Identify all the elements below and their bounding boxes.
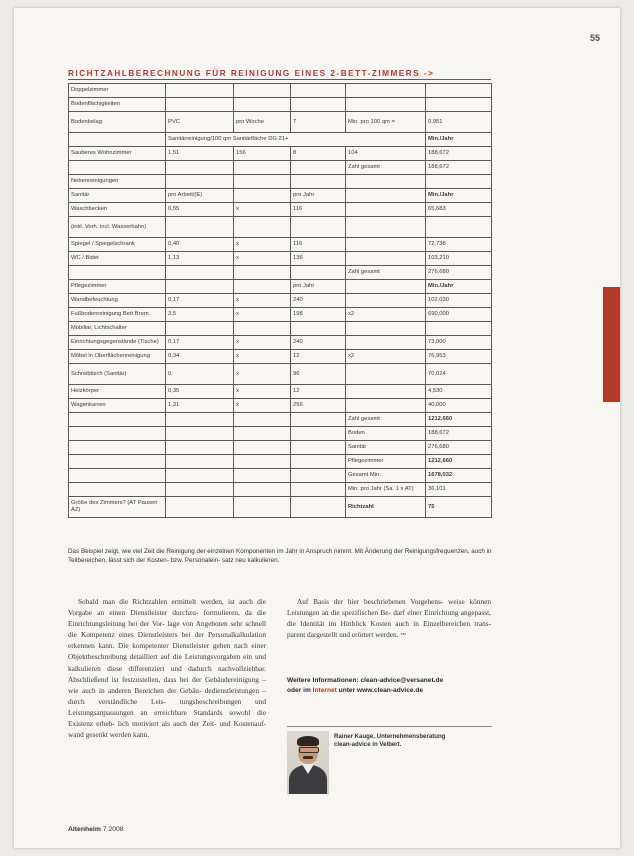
table-cell: 4,530 xyxy=(426,385,492,399)
table-cell: 188,672 xyxy=(426,427,492,441)
table-cell xyxy=(426,175,492,189)
table-cell: 116 xyxy=(291,238,346,252)
table-cell xyxy=(69,413,166,427)
table-cell: x xyxy=(234,336,291,350)
table-cell: Wagenkarren xyxy=(69,399,166,413)
heading-rule xyxy=(68,79,491,80)
table-row xyxy=(69,161,492,175)
table-cell xyxy=(166,84,234,98)
table-cell xyxy=(346,280,426,294)
table-cell xyxy=(346,175,426,189)
table-cell: 72,738 xyxy=(426,238,492,252)
table-row xyxy=(69,350,492,364)
table-cell xyxy=(291,266,346,280)
table-cell xyxy=(291,441,346,455)
table-cell xyxy=(234,455,291,469)
table-cell xyxy=(346,84,426,98)
table-row xyxy=(69,469,492,483)
table-cell: Einrichtungsgegenstände (Tische) xyxy=(69,336,166,350)
table-cell: 0,17 xyxy=(166,336,234,350)
table-cell: 0,40 xyxy=(166,238,234,252)
section-tab-marker xyxy=(603,287,620,402)
table-cell xyxy=(291,427,346,441)
table-cell: x xyxy=(234,252,291,266)
table-row xyxy=(69,203,492,217)
table-cell xyxy=(426,217,492,238)
table-cell: x2 xyxy=(346,308,426,322)
table-row xyxy=(69,364,492,385)
table-cell xyxy=(234,469,291,483)
table-cell xyxy=(234,483,291,497)
table-cell xyxy=(234,161,291,175)
table-cell: pro Jahr xyxy=(291,280,346,294)
table-cell xyxy=(234,217,291,238)
table-cell xyxy=(166,266,234,280)
table-cell: Sanitär xyxy=(346,441,426,455)
table-cell: 1212,660 xyxy=(426,455,492,469)
table-cell: 36,101 xyxy=(426,483,492,497)
table-cell xyxy=(166,497,234,518)
table-cell xyxy=(234,497,291,518)
table-cell: Schreibtisch (Sanitär) xyxy=(69,364,166,385)
table-row xyxy=(69,455,492,469)
table-row xyxy=(69,308,492,322)
calculation-table xyxy=(68,83,492,518)
table-row xyxy=(69,98,492,112)
table-cell xyxy=(166,98,234,112)
page-footer xyxy=(68,826,124,833)
table-cell: 240 xyxy=(291,336,346,350)
table-cell: 256 xyxy=(291,399,346,413)
table-cell xyxy=(234,175,291,189)
table-row xyxy=(69,112,492,133)
table-row xyxy=(69,147,492,161)
table-cell xyxy=(346,364,426,385)
author-credit xyxy=(334,733,494,750)
table-cell: 1,31 xyxy=(166,399,234,413)
contact-web-internet: Internet xyxy=(312,687,337,694)
table-cell xyxy=(234,322,291,336)
table-cell xyxy=(69,161,166,175)
table-cell: WC / Bidet xyxy=(69,252,166,266)
table-cell: 188,672 xyxy=(426,147,492,161)
table-cell: Min./Jahr xyxy=(426,280,492,294)
table-cell: Min./Jahr xyxy=(426,133,492,147)
table-cell: 136 xyxy=(291,252,346,266)
table-cell: 198 xyxy=(291,308,346,322)
table-cell: Boden xyxy=(346,427,426,441)
table-row xyxy=(69,133,492,147)
table-cell: 96 xyxy=(291,364,346,385)
table-cell xyxy=(426,322,492,336)
table-cell xyxy=(291,175,346,189)
table-cell: (inkl. Vorh. incl. Wasserhahn) xyxy=(69,217,166,238)
table-cell: 70,024 xyxy=(426,364,492,385)
table-cell: Min. pro Jahr (Sa. 1 x AT) xyxy=(346,483,426,497)
table-cell xyxy=(166,217,234,238)
table-row xyxy=(69,266,492,280)
table-cell: 0,951 xyxy=(426,112,492,133)
table-cell: Gesamt Min. xyxy=(346,469,426,483)
table-row xyxy=(69,252,492,266)
table-cell xyxy=(166,427,234,441)
table-cell: x xyxy=(234,308,291,322)
table-cell: 12 xyxy=(291,350,346,364)
table-cell: Sanitärreinigung/100 qm Sanitärfläche DG 21+ xyxy=(166,133,426,147)
table-cell: Fußbodenreinigung Bett Brem. xyxy=(69,308,166,322)
table-cell xyxy=(234,266,291,280)
table-row xyxy=(69,175,492,189)
table-cell: 8 xyxy=(291,147,346,161)
table-cell xyxy=(234,189,291,203)
table-cell xyxy=(166,483,234,497)
table-cell xyxy=(69,455,166,469)
table-cell: Möbel in Oberflächenreinigung xyxy=(69,350,166,364)
table-cell: x xyxy=(234,364,291,385)
table-cell: Doppelzimmer xyxy=(69,84,166,98)
table-cell: Sauberes Wohnzimmer xyxy=(69,147,166,161)
table-cell xyxy=(234,84,291,98)
table-cell xyxy=(346,336,426,350)
table-cell xyxy=(69,266,166,280)
table-cell xyxy=(234,441,291,455)
table-row xyxy=(69,385,492,399)
table-row xyxy=(69,497,492,518)
table-cell: 0,34 xyxy=(166,350,234,364)
table-cell: Zahl gesamt xyxy=(346,266,426,280)
table-cell xyxy=(69,469,166,483)
table-cell: 12 xyxy=(291,385,346,399)
author-org: clean-advice in Velbert. xyxy=(334,741,402,749)
table-row xyxy=(69,189,492,203)
table-cell xyxy=(166,161,234,175)
table-row xyxy=(69,427,492,441)
table-cell: Sanitär xyxy=(69,189,166,203)
table-cell: 1212,660 xyxy=(426,413,492,427)
table-cell: Heizkörper xyxy=(69,385,166,399)
table-cell: x xyxy=(234,399,291,413)
table-cell: 3,5 xyxy=(166,308,234,322)
table-cell: 102,030 xyxy=(426,294,492,308)
table-cell xyxy=(291,455,346,469)
table-cell xyxy=(346,238,426,252)
table-cell: 73,000 xyxy=(426,336,492,350)
table-cell xyxy=(234,280,291,294)
table-cell: 1,51 xyxy=(166,147,234,161)
table-cell xyxy=(291,322,346,336)
table-cell: 276,680 xyxy=(426,441,492,455)
table-cell xyxy=(426,98,492,112)
table-cell xyxy=(291,497,346,518)
article-end-mark: ™ xyxy=(400,633,407,640)
body-text-right-column xyxy=(287,596,491,642)
table-cell: Bodenbelag xyxy=(69,112,166,133)
table-cell xyxy=(69,441,166,455)
table-cell: 116 xyxy=(291,203,346,217)
table-cell: PVC xyxy=(166,112,234,133)
table-cell xyxy=(69,133,166,147)
table-cell xyxy=(291,483,346,497)
footer-brand: Altenheim xyxy=(68,826,101,833)
table-cell xyxy=(426,84,492,98)
table-cell: x xyxy=(234,238,291,252)
table-cell xyxy=(346,385,426,399)
table-cell: pro Arbeit/(E) xyxy=(166,189,234,203)
author-photo xyxy=(287,731,329,794)
table-cell: pro Jahr xyxy=(291,189,346,203)
table-row xyxy=(69,84,492,98)
table-cell: Wandbefeuchtung xyxy=(69,294,166,308)
table-cell: x2 xyxy=(346,350,426,364)
table-cell: Richtzahl xyxy=(346,497,426,518)
table-cell xyxy=(346,322,426,336)
table-cell: Nebenreinigungen xyxy=(69,175,166,189)
table-cell xyxy=(346,399,426,413)
table-row xyxy=(69,483,492,497)
table-cell xyxy=(69,483,166,497)
table-row xyxy=(69,217,492,238)
table-cell: Bodenflächigkeiten xyxy=(69,98,166,112)
table-cell xyxy=(291,217,346,238)
table-row xyxy=(69,413,492,427)
table-row xyxy=(69,322,492,336)
contact-web-prefix: oder im xyxy=(287,687,313,694)
table-cell: Pflegezimmer xyxy=(346,455,426,469)
table-cell xyxy=(291,84,346,98)
table-cell xyxy=(346,203,426,217)
table-cell: 1,13 xyxy=(166,252,234,266)
table-cell: Zahl gesamt xyxy=(346,413,426,427)
table-cell: 0 xyxy=(166,364,234,385)
table-cell: 276,680 xyxy=(426,266,492,280)
table-cell xyxy=(166,280,234,294)
table-cell: x xyxy=(234,294,291,308)
page-number: 55 xyxy=(590,33,601,43)
body-text-left-column: Sobald man die Richtzahlen ermittelt werden, ist auch die Vorgabe an einen Dienstleister durchzu- formulieren, da die Einrichtungsleitung bei der Vor- lage von Angeboten sehr schnell die Kompetenz eines Dienstleisters bei der Personalkalkulation erkennen kann. Die kompetenter Dienstleister gehen nach einer Objektbeschreibung detailliert auf die Leistungsvorgaben ein und kalkulieren diese differenziert und dadurch nachvollziehbar. Abschließend ist festzustellen, dass bei der Gebäudereinigung – wie auch in anderen Bereichen der Gebäu- dedienstleistungen – durch verständliche Leis- tungsbeschreibungen und Leistungsanpassungen an erreichbare Standards sowohl die Existenz erheb- lich motiviert als auch der Zeit- und Kostenauf- wand gesenkt werden kann. xyxy=(68,597,266,740)
author-divider xyxy=(287,726,492,727)
table-cell xyxy=(166,413,234,427)
table-cell xyxy=(69,427,166,441)
table-cell xyxy=(166,175,234,189)
table-cell: Spiegel / Spiegelschrank xyxy=(69,238,166,252)
table-row xyxy=(69,238,492,252)
contact-email-line: Weitere Informationen: clean-advice@versanet.de xyxy=(287,677,444,684)
table-cell: Mobiliar, Lichtschalter xyxy=(69,322,166,336)
table-cell: Waschbecken xyxy=(69,203,166,217)
contact-info xyxy=(287,676,497,696)
table-cell: 690,000 xyxy=(426,308,492,322)
table-cell xyxy=(166,322,234,336)
table-cell: Min./Jahr xyxy=(426,189,492,203)
table-cell xyxy=(346,294,426,308)
table-cell xyxy=(234,413,291,427)
table-row xyxy=(69,336,492,350)
table-cell: pro Woche xyxy=(234,112,291,133)
table-cell xyxy=(166,469,234,483)
table-cell: 76,953 xyxy=(426,350,492,364)
table-cell: 0,55 xyxy=(166,203,234,217)
table-cell: 103,210 xyxy=(426,252,492,266)
footer-issue: 7 2008 xyxy=(102,826,124,833)
table-cell xyxy=(346,98,426,112)
table-cell: x xyxy=(234,385,291,399)
table-row xyxy=(69,399,492,413)
table-cell: Größe des Zimmers? (AT Pausen AZ) xyxy=(69,497,166,518)
table-cell: 240 xyxy=(291,294,346,308)
table-cell: 40,000 xyxy=(426,399,492,413)
table-cell: x xyxy=(234,203,291,217)
table-cell xyxy=(346,217,426,238)
table-cell: Zahl gesamt xyxy=(346,161,426,175)
table-cell xyxy=(234,98,291,112)
table-cell: 1678,032 xyxy=(426,469,492,483)
table-cell: 188,672 xyxy=(426,161,492,175)
table-cell xyxy=(291,161,346,175)
author-name: Rainer Kauge, Unternehmensberatung xyxy=(334,733,446,740)
table-row xyxy=(69,441,492,455)
table-cell: 0,35 xyxy=(166,385,234,399)
table-cell xyxy=(166,441,234,455)
table-cell: 104 xyxy=(346,147,426,161)
contact-web-url: unter www.clean-advice.de xyxy=(336,687,424,694)
table-cell: 65,683 xyxy=(426,203,492,217)
table-cell: 0,17 xyxy=(166,294,234,308)
table-cell: Pflegezimmer xyxy=(69,280,166,294)
table-row xyxy=(69,280,492,294)
table-cell xyxy=(291,469,346,483)
table-cell xyxy=(346,189,426,203)
table-cell xyxy=(346,252,426,266)
table-cell: x xyxy=(234,350,291,364)
right-column-text: Auf Basis der hier beschriebenen Vorgehens- weise können Leistungen an die spezifischen Be- darf einer Einrichtung angepasst, die Identität im Hinblick Kosten auch in Einzelbereichen trans- parent dargestellt und erörtert werden. xyxy=(287,597,491,640)
contact-web-line xyxy=(287,686,497,696)
table-cell xyxy=(234,427,291,441)
table-cell xyxy=(291,98,346,112)
table-cell xyxy=(291,413,346,427)
table-heading: RICHTZAHLBERECHNUNG FÜR REINIGUNG EINES 2-BETT-ZIMMERS -> xyxy=(68,69,435,78)
table-cell: 75 xyxy=(426,497,492,518)
table-cell: Min. pro 100 qm = xyxy=(346,112,426,133)
table-cell: 7 xyxy=(291,112,346,133)
table-cell: 156 xyxy=(234,147,291,161)
table-row xyxy=(69,294,492,308)
table-caption: Das Beispiel zeigt, wie viel Zeit die Reinigung der einzelnen Komponenten im Jahr in Anspruch nimmt. Mit Änderung der Reinigungsfrequenzen, auch in Teilbereichen, lässt sich der Kosten- bzw. Personalein- satz neu kalkulieren. xyxy=(68,548,492,564)
table-cell xyxy=(166,455,234,469)
